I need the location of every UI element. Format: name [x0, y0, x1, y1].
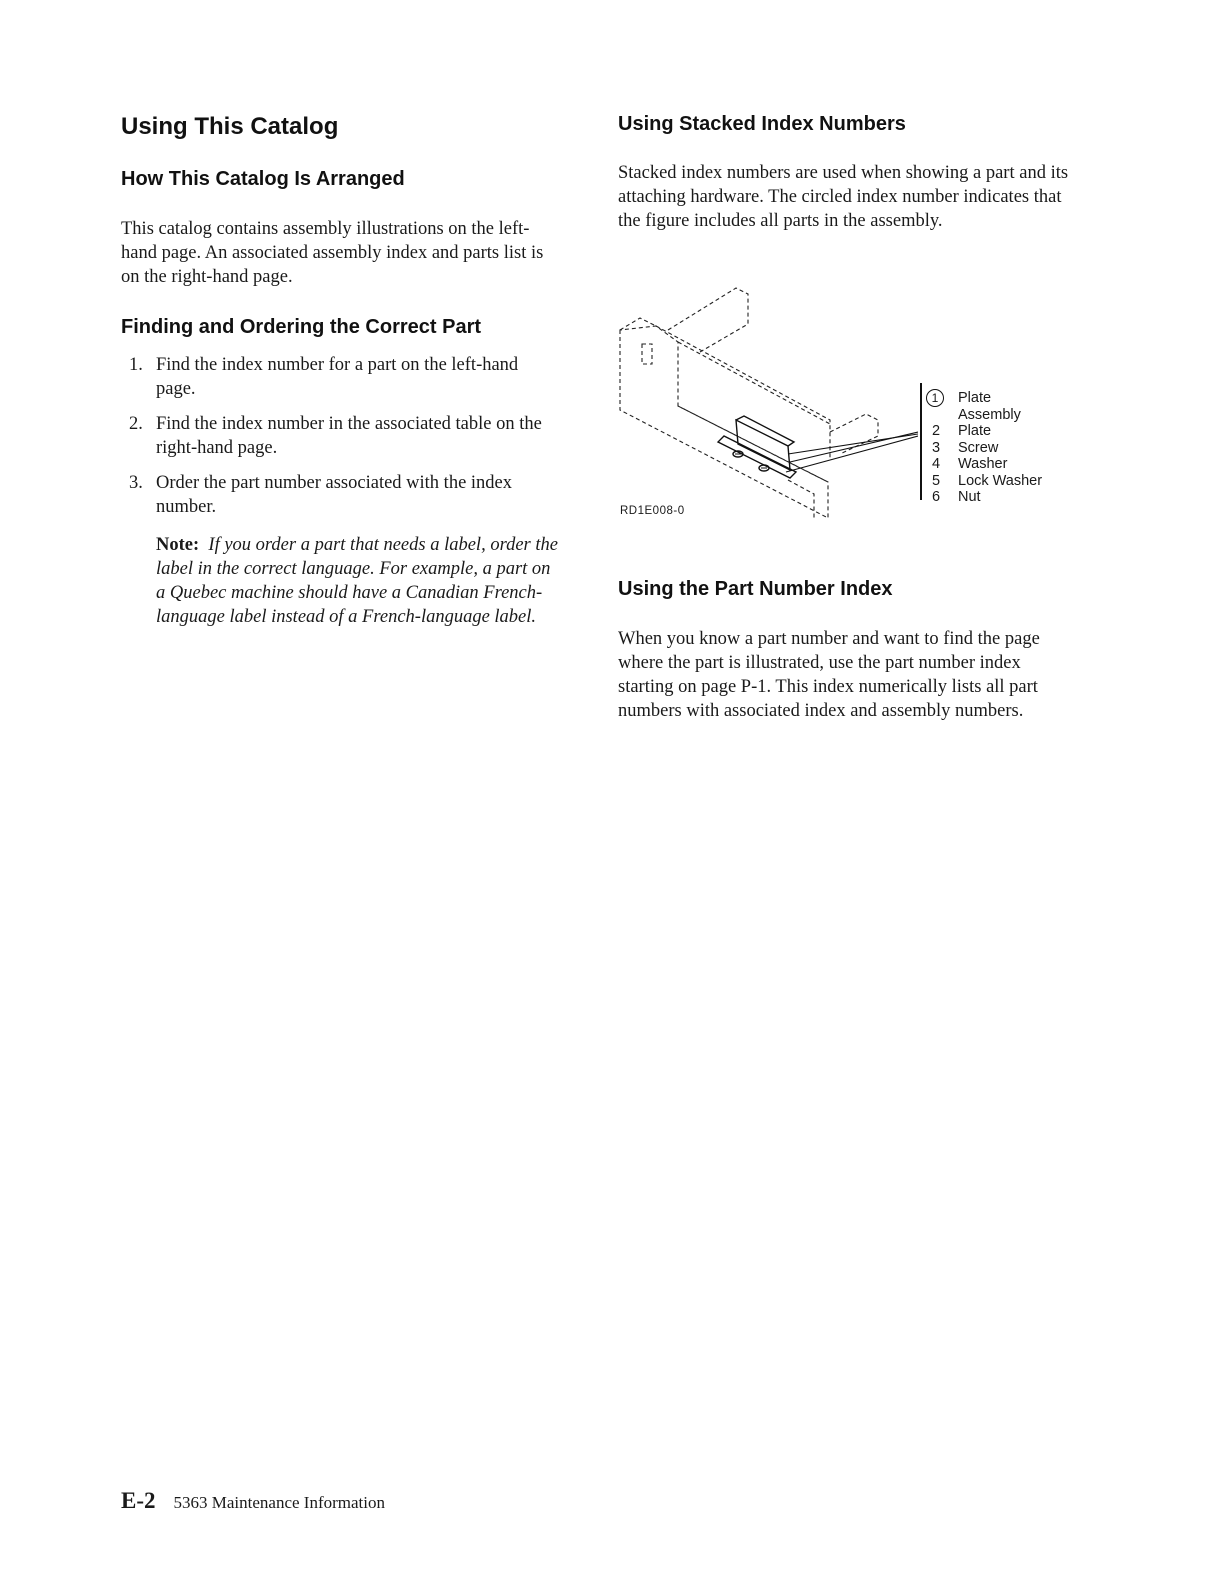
callout-label: Plate — [958, 390, 992, 406]
callout-label: Screw — [958, 439, 999, 456]
footer-title: 5363 Maintenance Information — [173, 1493, 385, 1512]
note-text: If you order a part that needs a label, order the label in the correct language. For example, a part on a Quebec machine should have a Canadian French-language label instead of a French-language label. — [156, 535, 558, 627]
callout-label: Plate — [958, 423, 992, 439]
leader-line-icon — [786, 436, 918, 472]
section-heading-part-index: Using the Part Number Index — [618, 578, 893, 600]
stacked-paragraph: Stacked index numbers are used when showing a part and its attaching hardware. The circled index number indicates that the figure includes all parts in the assembly. — [618, 163, 1069, 231]
top-rail-icon — [656, 326, 830, 458]
step-number: 3. — [129, 473, 143, 493]
list-item — [916, 489, 1042, 506]
callout-label: Nut — [958, 489, 981, 505]
section-heading-stacked: Using Stacked Index Numbers — [618, 113, 906, 135]
plate-top-icon — [736, 416, 794, 446]
circled-index: 1 — [926, 389, 944, 407]
top-rail-edge-icon — [678, 342, 830, 424]
callout-list — [916, 390, 1042, 506]
list-item — [916, 407, 1042, 424]
step-number: 1. — [129, 355, 143, 375]
back-rail-icon — [668, 288, 748, 352]
figure-id: RD1E008-0 — [620, 505, 685, 517]
left-frame-top-icon — [620, 318, 656, 330]
right-block-icon — [830, 414, 878, 454]
page-number: E-2 — [121, 1488, 156, 1513]
list-item — [916, 456, 1042, 473]
callout-label: Lock Washer — [958, 472, 1043, 489]
list-item — [916, 473, 1042, 490]
callout-index: 5 — [932, 472, 941, 489]
list-item — [916, 423, 1042, 440]
list-item — [121, 471, 561, 519]
plate-base-icon — [718, 436, 796, 478]
slot-icon — [642, 344, 652, 364]
leader-line-icon — [788, 434, 918, 454]
section-heading-arranged: How This Catalog Is Arranged — [121, 168, 405, 190]
callout-label: Assembly — [958, 406, 1021, 423]
note — [156, 533, 561, 629]
page-footer — [121, 1488, 385, 1514]
plate-upright-icon — [736, 420, 790, 470]
list-item — [121, 412, 561, 460]
section-heading-finding: Finding and Ordering the Correct Part — [121, 316, 482, 338]
callout-index: 3 — [932, 439, 941, 456]
step-text: Order the part number associated with the index number. — [156, 473, 513, 517]
callout-index: 2 — [932, 423, 941, 439]
step-text: Find the index number for a part on the left-hand page. — [156, 355, 519, 399]
steps-list — [121, 353, 561, 530]
list-item — [916, 440, 1042, 457]
part-index-paragraph: When you know a part number and want to find the page where the part is illustrated, use the part number index starting on page P-1. This index numerically lists all part numbers with associated index and assembly numbers. — [618, 629, 1040, 721]
left-frame-icon — [620, 326, 828, 518]
list-item — [121, 353, 561, 401]
step-text: Find the index number in the associated table on the right-hand page. — [156, 414, 542, 458]
arranged-paragraph: This catalog contains assembly illustrations on the left-hand page. An associated assembly index and parts list is on the right-hand page. — [121, 219, 544, 287]
note-label: Note: — [156, 535, 200, 555]
callout-index: 6 — [932, 489, 941, 505]
list-item — [916, 390, 1042, 407]
callout-index: 4 — [932, 456, 941, 472]
step-number: 2. — [129, 414, 143, 434]
assembly-illustration — [618, 282, 918, 522]
page-title: Using This Catalog — [121, 113, 339, 140]
callout-label: Washer — [958, 456, 1008, 472]
